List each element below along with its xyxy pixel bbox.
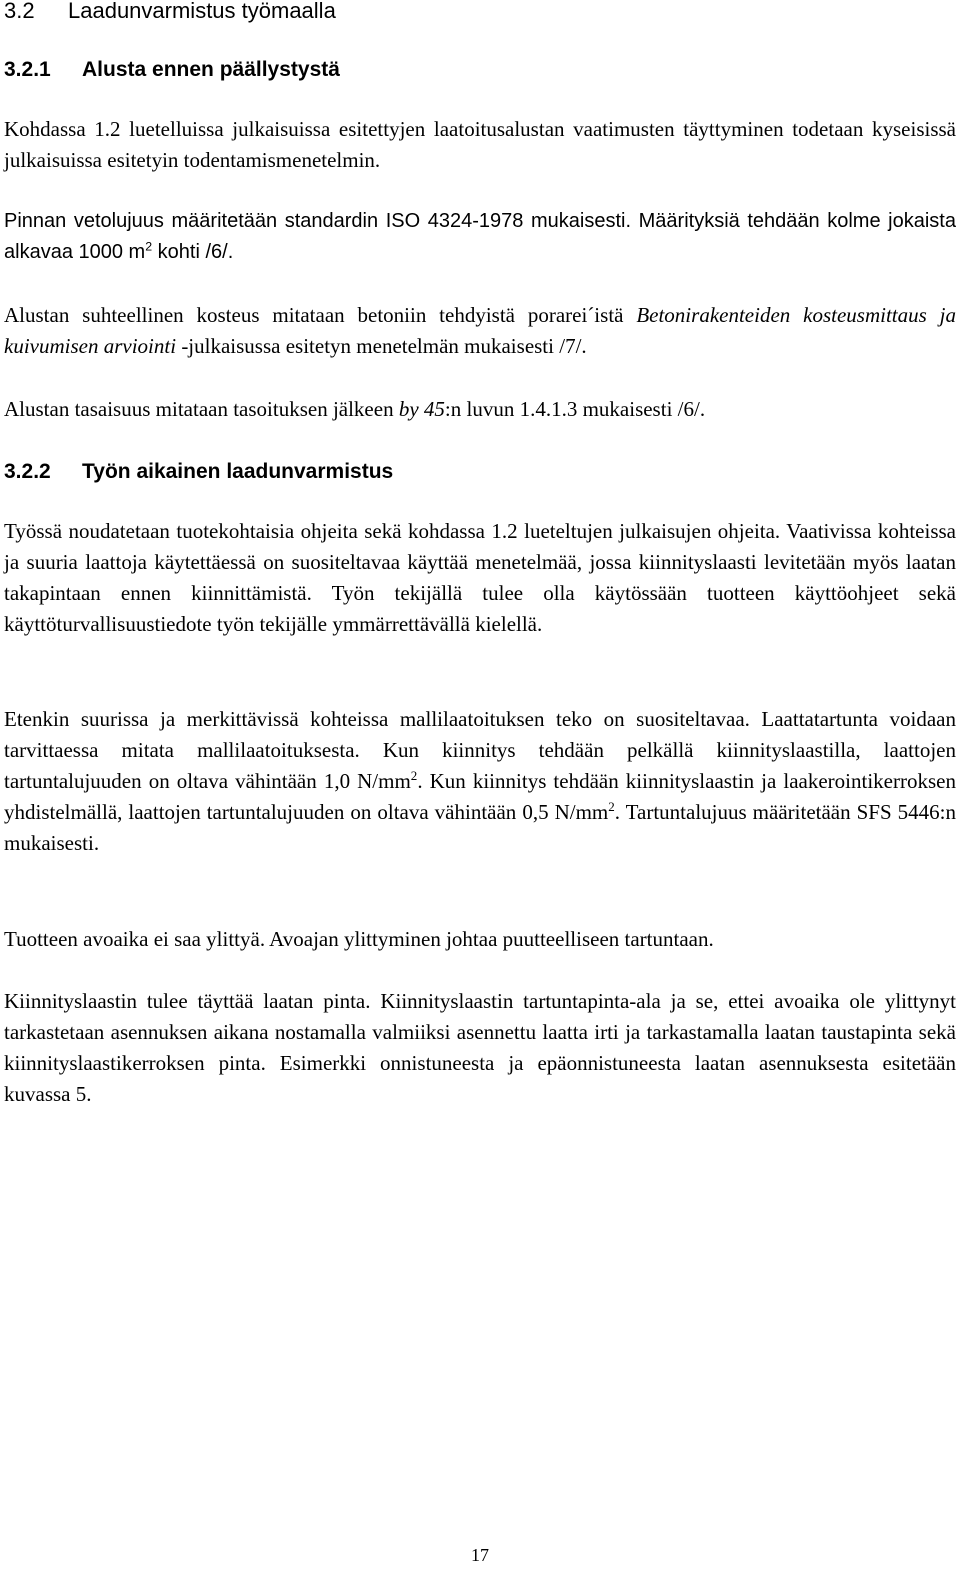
- subsection-heading-2: [4, 460, 393, 484]
- paragraph-1: Kohdassa 1.2 luetelluissa julkaisuissa esitettyjen laatoitusalustan vaatimusten täyttyminen todetaan kyseisissä julkaisuissa esitetyin todentamismenetelmin.: [4, 117, 956, 172]
- paragraph-3: Alustan suhteellinen kosteus mitataan betoniin tehdyistä porarei´istä Betonirakenteiden kosteusmittaus ja kuivumisen arviointi -julkaisussa esitetyn menetelmän mukaisesti /7/.: [4, 303, 956, 358]
- paragraph-7: Tuotteen avoaika ei saa ylittyä. Avoajan ylittyminen johtaa puutteelliseen tartuntaan.: [4, 927, 714, 951]
- subsection-number: 3.2.2: [4, 460, 51, 483]
- paragraph-6: Etenkin suurissa ja merkittävissä kohteissa mallilaatoituksen teko on suositeltavaa. Laattatartunta voidaan tarvittaessa mitata mallilaatoituksesta. Kun kiinnitys tehdään pelkällä kiinnityslaastilla, laattojen tartuntalujuuden on oltava vähintään 1,0 $N/mm^2$. Kun kiinnitys tehdään kiinnityslaastin ja laakerointikerroksen yhdistelmällä, laattojen tartuntalujuuden on oltava vähintään 0,5 $N/mm^2$. Tartuntalujuus määritetään SFS 5446:n mukaisesti.: [4, 707, 957, 855]
- paragraph-8: Kiinnityslaastin tulee täyttää laatan pinta. Kiinnityslaastin tartuntapinta-ala ja se, ettei avoaika ole ylittynyt tarkastetaan asennuksen aikana nostamalla valmiiksi asennettu laatta irti ja tarkastamalla laatan taustapinta sekä kiinnityslaastikerroksen pinta. Esimerkki onnistuneesta ja epäonnistuneesta laatan asennuksesta esitetään kuvassa 5.: [4, 989, 956, 1106]
- subsection-title: Työn aikainen laadunvarmistus: [82, 460, 394, 483]
- subsection-heading-1: [4, 58, 340, 82]
- page-number: 17: [471, 1545, 489, 1565]
- paragraph-5: Työssä noudatetaan tuotekohtaisia ohjeita sekä kohdassa 1.2 lueteltujen julkaisujen ohjeita. Vaativissa kohteissa ja suuria laattoja käytettäessä on suositeltavaa käyttää menetelmää, jossa kiinnityslaasti levitetään myös laatan takapintaan ennen kiinnittämistä. Työn tekijällä tulee olla käytössään tuotteen käyttöohjeet sekä käyttöturvallisuustiedote työn tekijälle ymmärrettävällä kielellä.: [4, 519, 956, 636]
- section-title: Laadunvarmistus työmaalla: [68, 0, 336, 23]
- section-heading: [4, 0, 336, 24]
- paragraph-4: Alustan tasaisuus mitataan tasoituksen jälkeen by 45:n luvun 1.4.1.3 mukaisesti /6/.: [4, 397, 706, 421]
- subsection-number: 3.2.1: [4, 58, 51, 81]
- paragraph-2: Pinnan vetolujuus määritetään standardin ISO 4324-1978 mukaisesti. Määrityksiä tehdään kolme jokaista alkavaa 1000 $m^2$ kohti /6/.: [4, 210, 956, 263]
- section-number: 3.2: [4, 0, 35, 23]
- subsection-title: Alusta ennen päällystystä: [82, 58, 340, 81]
